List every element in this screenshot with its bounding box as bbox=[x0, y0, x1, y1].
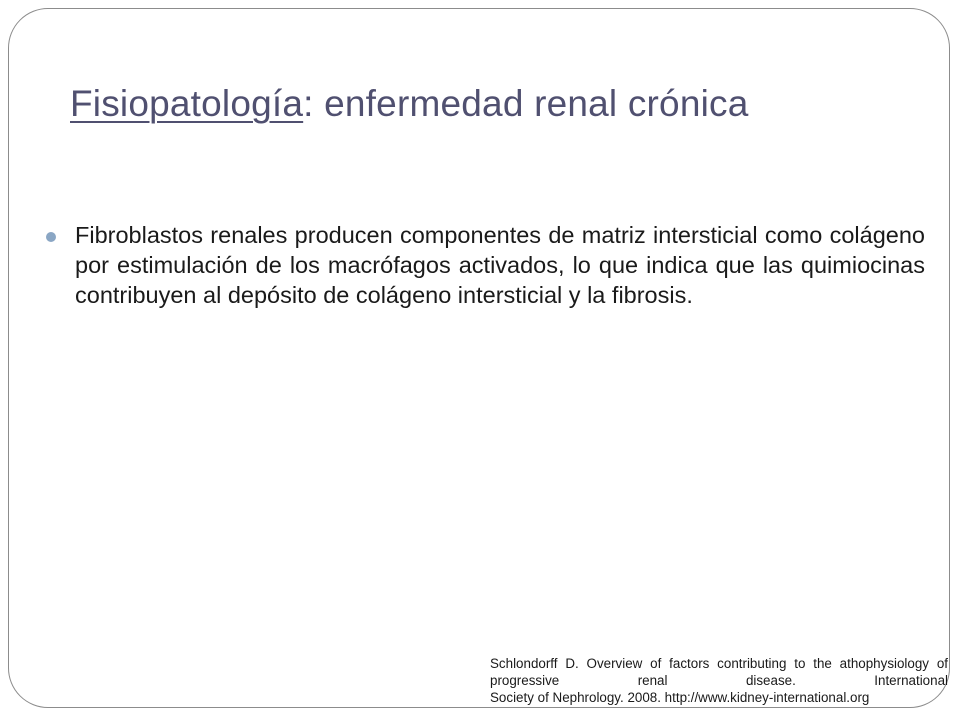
bullet-text: Fibroblastos renales producen componentes de matriz intersticial como colágeno por estimulación de los macrófagos activados, lo que indica que las quimiocinas contribuyen al depósito de colágeno intersticial y la fibrosis. bbox=[75, 222, 925, 308]
citation bbox=[490, 655, 948, 706]
bullet-dot-icon bbox=[46, 232, 56, 242]
bullet-item bbox=[45, 220, 925, 310]
bullet-list bbox=[45, 220, 925, 310]
slide-frame bbox=[8, 8, 950, 708]
slide-title bbox=[70, 83, 749, 125]
title-link[interactable]: Fisiopatología bbox=[70, 83, 304, 124]
title-rest: : enfermedad renal crónica bbox=[303, 83, 749, 124]
citation-line-1: Schlondorff D. Overview of factors contributing to the athophysiology of progressive renal disease. International bbox=[490, 656, 948, 688]
citation-line-2: Society of Nephrology. 2008. http://www.kidney-international.org bbox=[490, 690, 870, 705]
